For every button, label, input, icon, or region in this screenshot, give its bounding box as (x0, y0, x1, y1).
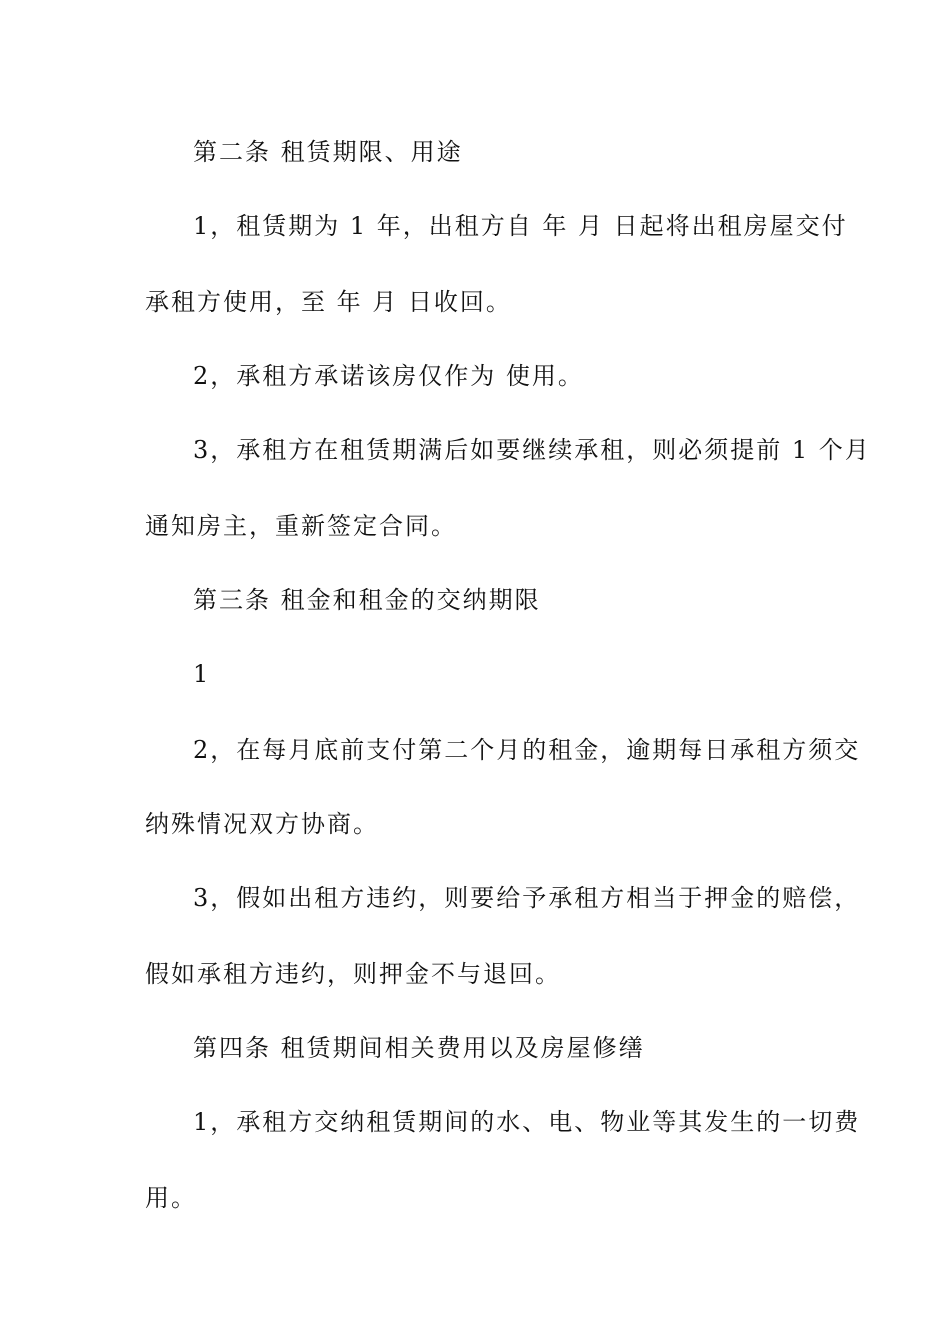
section-heading-article-4: 第四条 租赁期间相关费用以及房屋修缮 (193, 1034, 645, 1062)
paragraph-line: 3，承租方在租赁期满后如要继续承租，则必须提前 1 个月 (193, 436, 871, 464)
paragraph-line: 承租方使用，至 年 月 日收回。 (145, 288, 512, 316)
section-heading-article-2: 第二条 租赁期限、用途 (193, 138, 463, 166)
paragraph-line: 1，承租方交纳租赁期间的水、电、物业等其发生的一切费 (193, 1108, 861, 1136)
paragraph-line: 2，承租方承诺该房仅作为 使用。 (193, 362, 584, 390)
paragraph-line: 2，在每月底前支付第二个月的租金，逾期每日承租方须交 (193, 736, 861, 764)
paragraph-line: 3，假如出租方违约，则要给予承租方相当于押金的赔偿， (193, 884, 861, 912)
paragraph-line: 1 (193, 660, 211, 688)
paragraph-line: 通知房主，重新签定合同。 (145, 512, 457, 540)
paragraph-line: 假如承租方违约，则押金不与退回。 (145, 960, 561, 988)
section-heading-article-3: 第三条 租金和租金的交纳期限 (193, 586, 541, 614)
paragraph-line: 1，租赁期为 1 年，出租方自 年 月 日起将出租房屋交付 (193, 212, 848, 240)
paragraph-line: 用。 (145, 1184, 197, 1212)
paragraph-line: 纳殊情况双方协商。 (145, 810, 379, 838)
